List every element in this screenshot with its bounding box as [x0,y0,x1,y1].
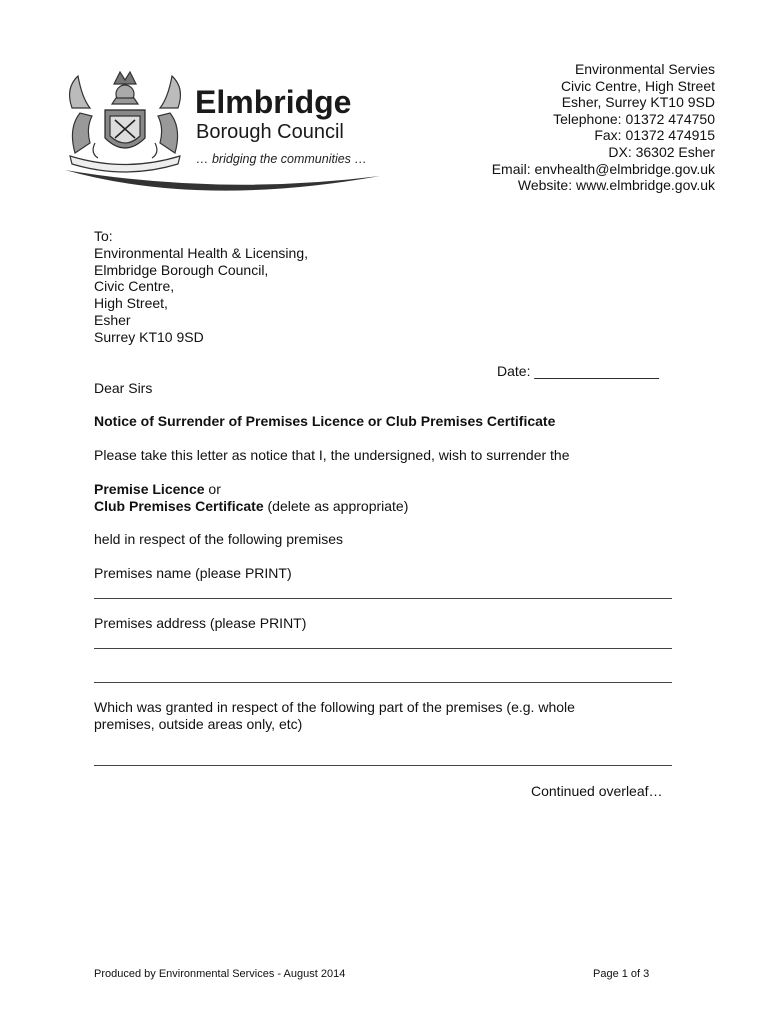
sender-line: Email: envhealth@elmbridge.gov.uk [491,160,715,177]
premises-address-label: Premises address (please PRINT) [94,615,307,631]
sender-line: Civic Centre, High Street [560,77,715,94]
option-premise-licence[interactable] [94,481,221,498]
recipient-line: Environmental Health & Licensing, [94,244,309,261]
recipient-line: Surrey KT10 9SD [94,328,204,345]
premises-name-label: Premises name (please PRINT) [94,565,292,581]
document-heading: Notice of Surrender of Premises Licence or Club Premises Certificate [94,413,556,429]
recipient-line: High Street, [94,295,168,312]
granted-text-line-1: Which was granted in respect of the following part of the premises (e.g. whole [94,699,575,715]
logo-subtitle: Borough Council [196,121,344,143]
premises-part-field[interactable] [94,765,672,766]
date-field[interactable]: Date: ________________ [497,363,659,379]
recipient-line: To: [94,228,113,244]
footer-produced-by: Produced by Environmental Services - August 2014 [94,968,346,980]
logo-tagline: … bridging the communities … [196,152,367,166]
continued-overleaf: Continued overleaf… [531,783,663,799]
delete-note: (delete as appropriate) [263,498,409,514]
salutation: Dear Sirs [94,380,153,396]
recipient-line: Esher [94,311,131,328]
sender-address [492,61,715,194]
recipient-line: Elmbridge Borough Council, [94,261,269,278]
sender-line: Environmental Servies [574,61,715,77]
sender-line: Telephone: 01372 474750 [553,110,715,127]
logo-wordmark: Elmbridge [195,84,352,120]
footer-page-number: Page 1 of 3 [593,968,650,980]
intro-text: Please take this letter as notice that I, the undersigned, wish to surrender the [94,447,570,463]
option-club-certificate-label: Club Premises Certificate [94,498,264,514]
held-text: held in respect of the following premises [94,531,344,547]
option-or-text: or [204,481,221,497]
sender-line: DX: 36302 Esher [608,143,715,160]
premises-address-field-1[interactable] [94,648,672,649]
sender-line: Esher, Surrey KT10 9SD [561,94,715,111]
sender-line: Fax: 01372 474915 [594,127,715,144]
option-premise-licence-label: Premise Licence [94,481,205,497]
sender-line: Website: www.elmbridge.gov.uk [517,177,715,194]
recipient-address [94,228,308,346]
granted-text-line-2: premises, outside areas only, etc) [94,716,303,732]
option-club-certificate[interactable] [94,498,408,515]
premises-name-field[interactable] [94,598,672,599]
recipient-line: Civic Centre, [94,278,175,295]
premises-address-field-2[interactable] [94,682,672,683]
